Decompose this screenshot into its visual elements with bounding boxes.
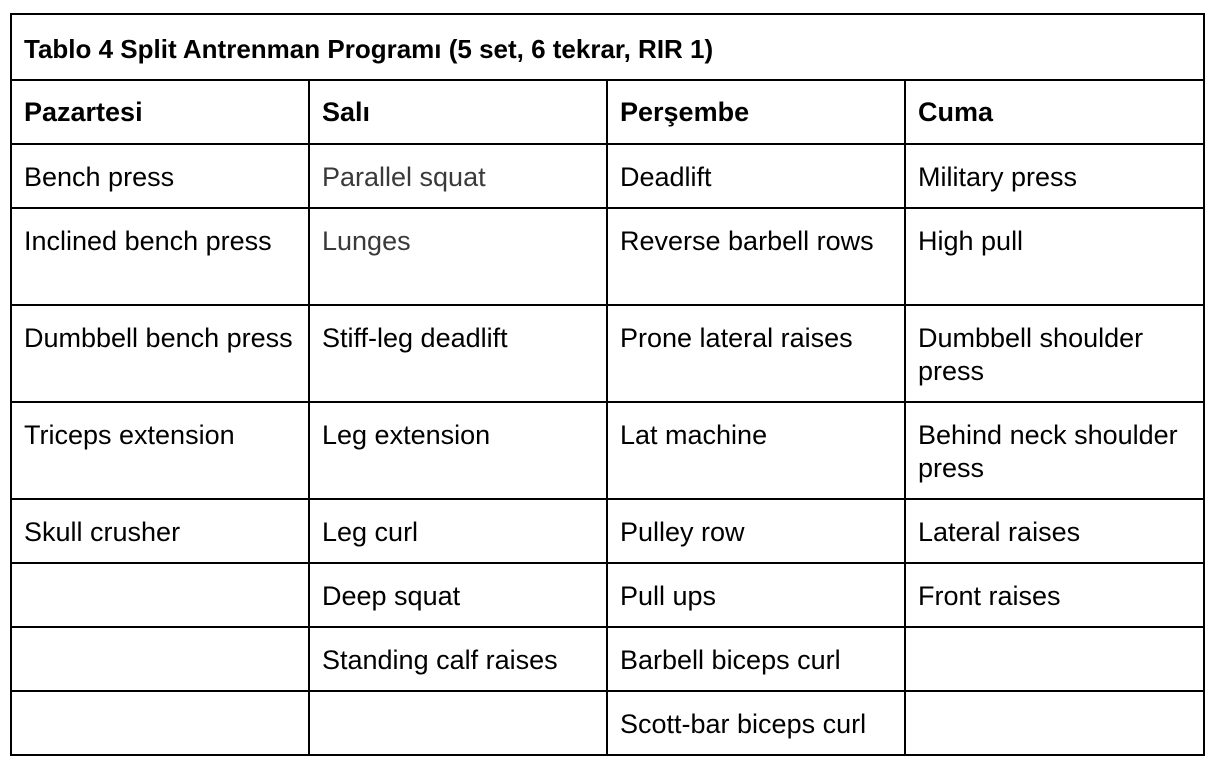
- table-cell: Pull ups: [607, 563, 905, 627]
- table-row: [11, 627, 1204, 691]
- table-cell: Barbell biceps curl: [607, 627, 905, 691]
- table-cell: [11, 627, 309, 691]
- table-cell: [309, 691, 607, 755]
- table-row: [11, 208, 1204, 305]
- table-cell: Deep squat: [309, 563, 607, 627]
- table-cell: Dumbbell bench press: [11, 305, 309, 402]
- table-cell: Triceps extension: [11, 402, 309, 499]
- table-cell: Behind neck shoulder press: [905, 402, 1204, 499]
- table-row: [11, 499, 1204, 563]
- table-header-row: [11, 80, 1204, 144]
- table-cell: Lat machine: [607, 402, 905, 499]
- table-cell: Lunges: [309, 208, 607, 305]
- table-cell: Prone lateral raises: [607, 305, 905, 402]
- table-cell: [905, 691, 1204, 755]
- table-cell: Pulley row: [607, 499, 905, 563]
- table-row: [11, 305, 1204, 402]
- workout-program-table: [10, 13, 1205, 756]
- table-cell: Bench press: [11, 144, 309, 208]
- table-row: [11, 563, 1204, 627]
- table-cell: [905, 627, 1204, 691]
- table-cell: Reverse barbell rows: [607, 208, 905, 305]
- table-cell: Inclined bench press: [11, 208, 309, 305]
- table-cell: High pull: [905, 208, 1204, 305]
- header-friday: Cuma: [905, 80, 1204, 144]
- table-cell: Leg extension: [309, 402, 607, 499]
- table-row: [11, 402, 1204, 499]
- table-cell: Standing calf raises: [309, 627, 607, 691]
- table-row: [11, 691, 1204, 755]
- table-cell: Parallel squat: [309, 144, 607, 208]
- table-cell: Scott-bar biceps curl: [607, 691, 905, 755]
- table-cell: Stiff-leg deadlift: [309, 305, 607, 402]
- table-cell: Leg curl: [309, 499, 607, 563]
- table-cell: Dumbbell shoulder press: [905, 305, 1204, 402]
- table-cell: Front raises: [905, 563, 1204, 627]
- table-cell: [11, 563, 309, 627]
- table-cell: Lateral raises: [905, 499, 1204, 563]
- table-cell: Military press: [905, 144, 1204, 208]
- table-row: [11, 144, 1204, 208]
- table-title: Tablo 4 Split Antrenman Programı (5 set, 6 tekrar, RIR 1): [11, 14, 1204, 80]
- table-cell: Skull crusher: [11, 499, 309, 563]
- header-thursday: Perşembe: [607, 80, 905, 144]
- table-cell: [11, 691, 309, 755]
- header-monday: Pazartesi: [11, 80, 309, 144]
- header-tuesday: Salı: [309, 80, 607, 144]
- table-cell: Deadlift: [607, 144, 905, 208]
- table-title-row: [11, 14, 1204, 80]
